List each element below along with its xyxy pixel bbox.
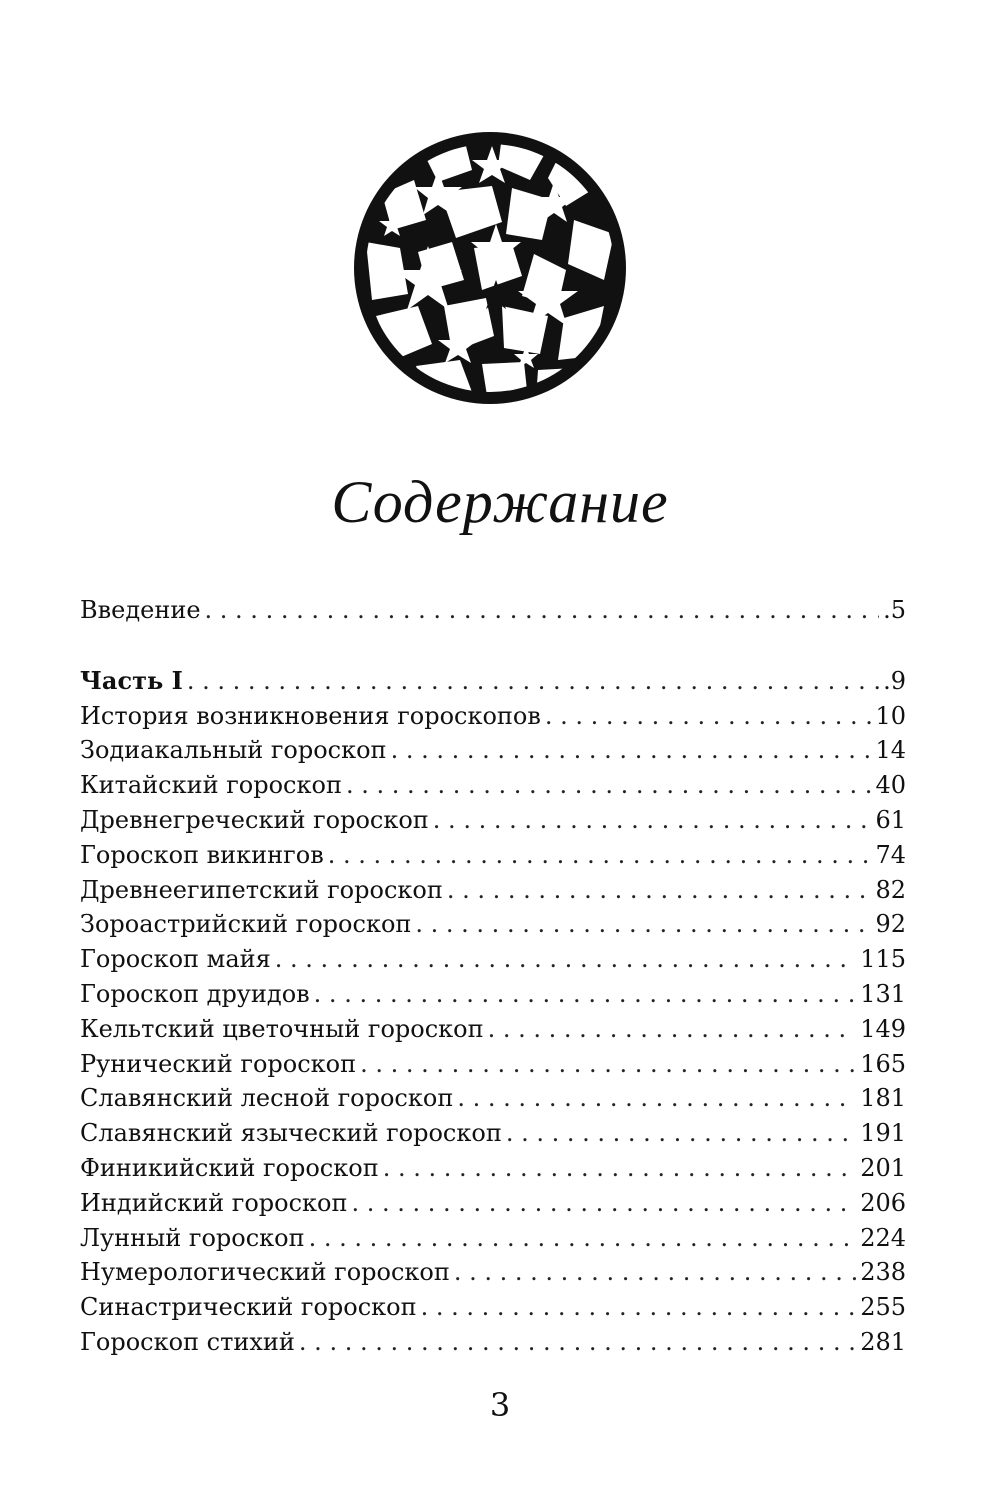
dot-leader [545,699,872,734]
toc-entry[interactable] [80,838,906,873]
toc-entry-label: Финикийский гороскоп [80,1153,379,1182]
toc-entry-page: 115 [860,945,906,974]
toc-entry-page: 191 [860,1119,906,1148]
toc-entry-label: Зороастрийский гороскоп [80,910,412,939]
toc-entry-label: Индийский гороскоп [80,1188,348,1217]
toc-entry-label: Славянский лесной гороскоп [80,1084,454,1113]
toc-entry[interactable] [80,768,906,803]
toc-entry-label: Рунический гороскоп [80,1049,357,1078]
toc-entry[interactable] [80,1221,906,1256]
toc-entry-page: 181 [860,1084,906,1113]
toc-entry-page: 92 [875,910,906,939]
toc-entry-label: Лунный гороскоп [80,1223,305,1252]
dot-leader [447,873,872,908]
toc-entry[interactable] [80,942,906,977]
page-number: 3 [489,1386,511,1424]
toc-entry[interactable] [80,664,906,699]
toc-entry-page: 74 [875,840,906,869]
dot-leader [415,907,871,942]
dot-leader [488,1012,857,1047]
toc-entry[interactable] [80,873,906,908]
dot-leader [421,1290,857,1325]
toc-entry-page: 82 [875,875,906,904]
toc-entry-page: 238 [860,1258,906,1287]
toc-entry-label: Кельтский цветочный гороскоп [80,1014,484,1043]
dot-leader [299,1325,856,1360]
toc-entry[interactable] [80,1047,906,1082]
toc-entry[interactable] [80,1186,906,1221]
toc-entry-label: Гороскоп майя [80,945,271,974]
dot-leader [328,838,872,873]
table-of-contents [80,593,906,1360]
toc-entry[interactable] [80,1290,906,1325]
toc-entry-page: 224 [860,1223,906,1252]
toc-entry[interactable] [80,1116,906,1151]
toc-entry[interactable] [80,1081,906,1116]
dot-leader [391,733,872,768]
toc-entry-page: 201 [860,1153,906,1182]
toc-entry-label: Синастрический гороскоп [80,1293,417,1322]
toc-entry-page: 149 [860,1014,906,1043]
toc-entry-page: 255 [860,1293,906,1322]
toc-entry[interactable] [80,1151,906,1186]
dot-leader [275,942,856,977]
toc-entry-label: Гороскоп стихий [80,1327,295,1356]
toc-entry[interactable] [80,1012,906,1047]
toc-entry[interactable] [80,1325,906,1360]
dot-leader [205,593,880,628]
dot-leader [314,977,857,1012]
toc-entry-page: 206 [860,1188,906,1217]
toc-entry[interactable] [80,699,906,734]
toc-entry[interactable] [80,733,906,768]
dot-leader [351,1186,856,1221]
toc-entry-label: Славянский языческий гороскоп [80,1119,502,1148]
toc-entry-label: Гороскоп друидов [80,979,310,1008]
toc-entry-label: Зодиакальный гороскоп [80,736,387,765]
dot-leader [433,803,872,838]
toc-entry[interactable] [80,907,906,942]
dot-leader [506,1116,856,1151]
dot-leader [360,1047,856,1082]
page-title: Содержание [331,469,669,535]
toc-entry-label: Нумерологический гороскоп [80,1258,450,1287]
toc-entry-page: 61 [875,805,906,834]
toc-entry[interactable] [80,1255,906,1290]
toc-entry-page: .9 [883,666,906,695]
star-medallion-icon [352,130,628,406]
toc-entry-label: Гороскоп викингов [80,840,324,869]
toc-entry[interactable] [80,593,906,628]
toc-entry-label: Китайский гороскоп [80,771,342,800]
dot-leader [383,1151,857,1186]
toc-entry-label: История возникновения гороскопов [80,701,541,730]
dot-leader [457,1081,856,1116]
toc-entry-label: Введение [80,596,201,624]
toc-entry-page: 14 [875,736,906,765]
toc-entry-page: 165 [860,1049,906,1078]
toc-entry-page: 10 [875,701,906,730]
toc-entry-label: Древнеегипетский гороскоп [80,875,443,904]
toc-entry-label: Часть I [80,665,183,695]
toc-entry-page: 281 [860,1327,906,1356]
toc-entry[interactable] [80,977,906,1012]
dot-leader [187,664,879,699]
dot-leader [454,1255,856,1290]
toc-entry-page: 40 [875,771,906,800]
toc-entry-label: Древнегреческий гороскоп [80,805,429,834]
dot-leader [346,768,872,803]
toc-entry[interactable] [80,803,906,838]
dot-leader [309,1221,857,1256]
toc-entry-page: .5 [883,596,906,624]
toc-entry-page: 131 [860,979,906,1008]
